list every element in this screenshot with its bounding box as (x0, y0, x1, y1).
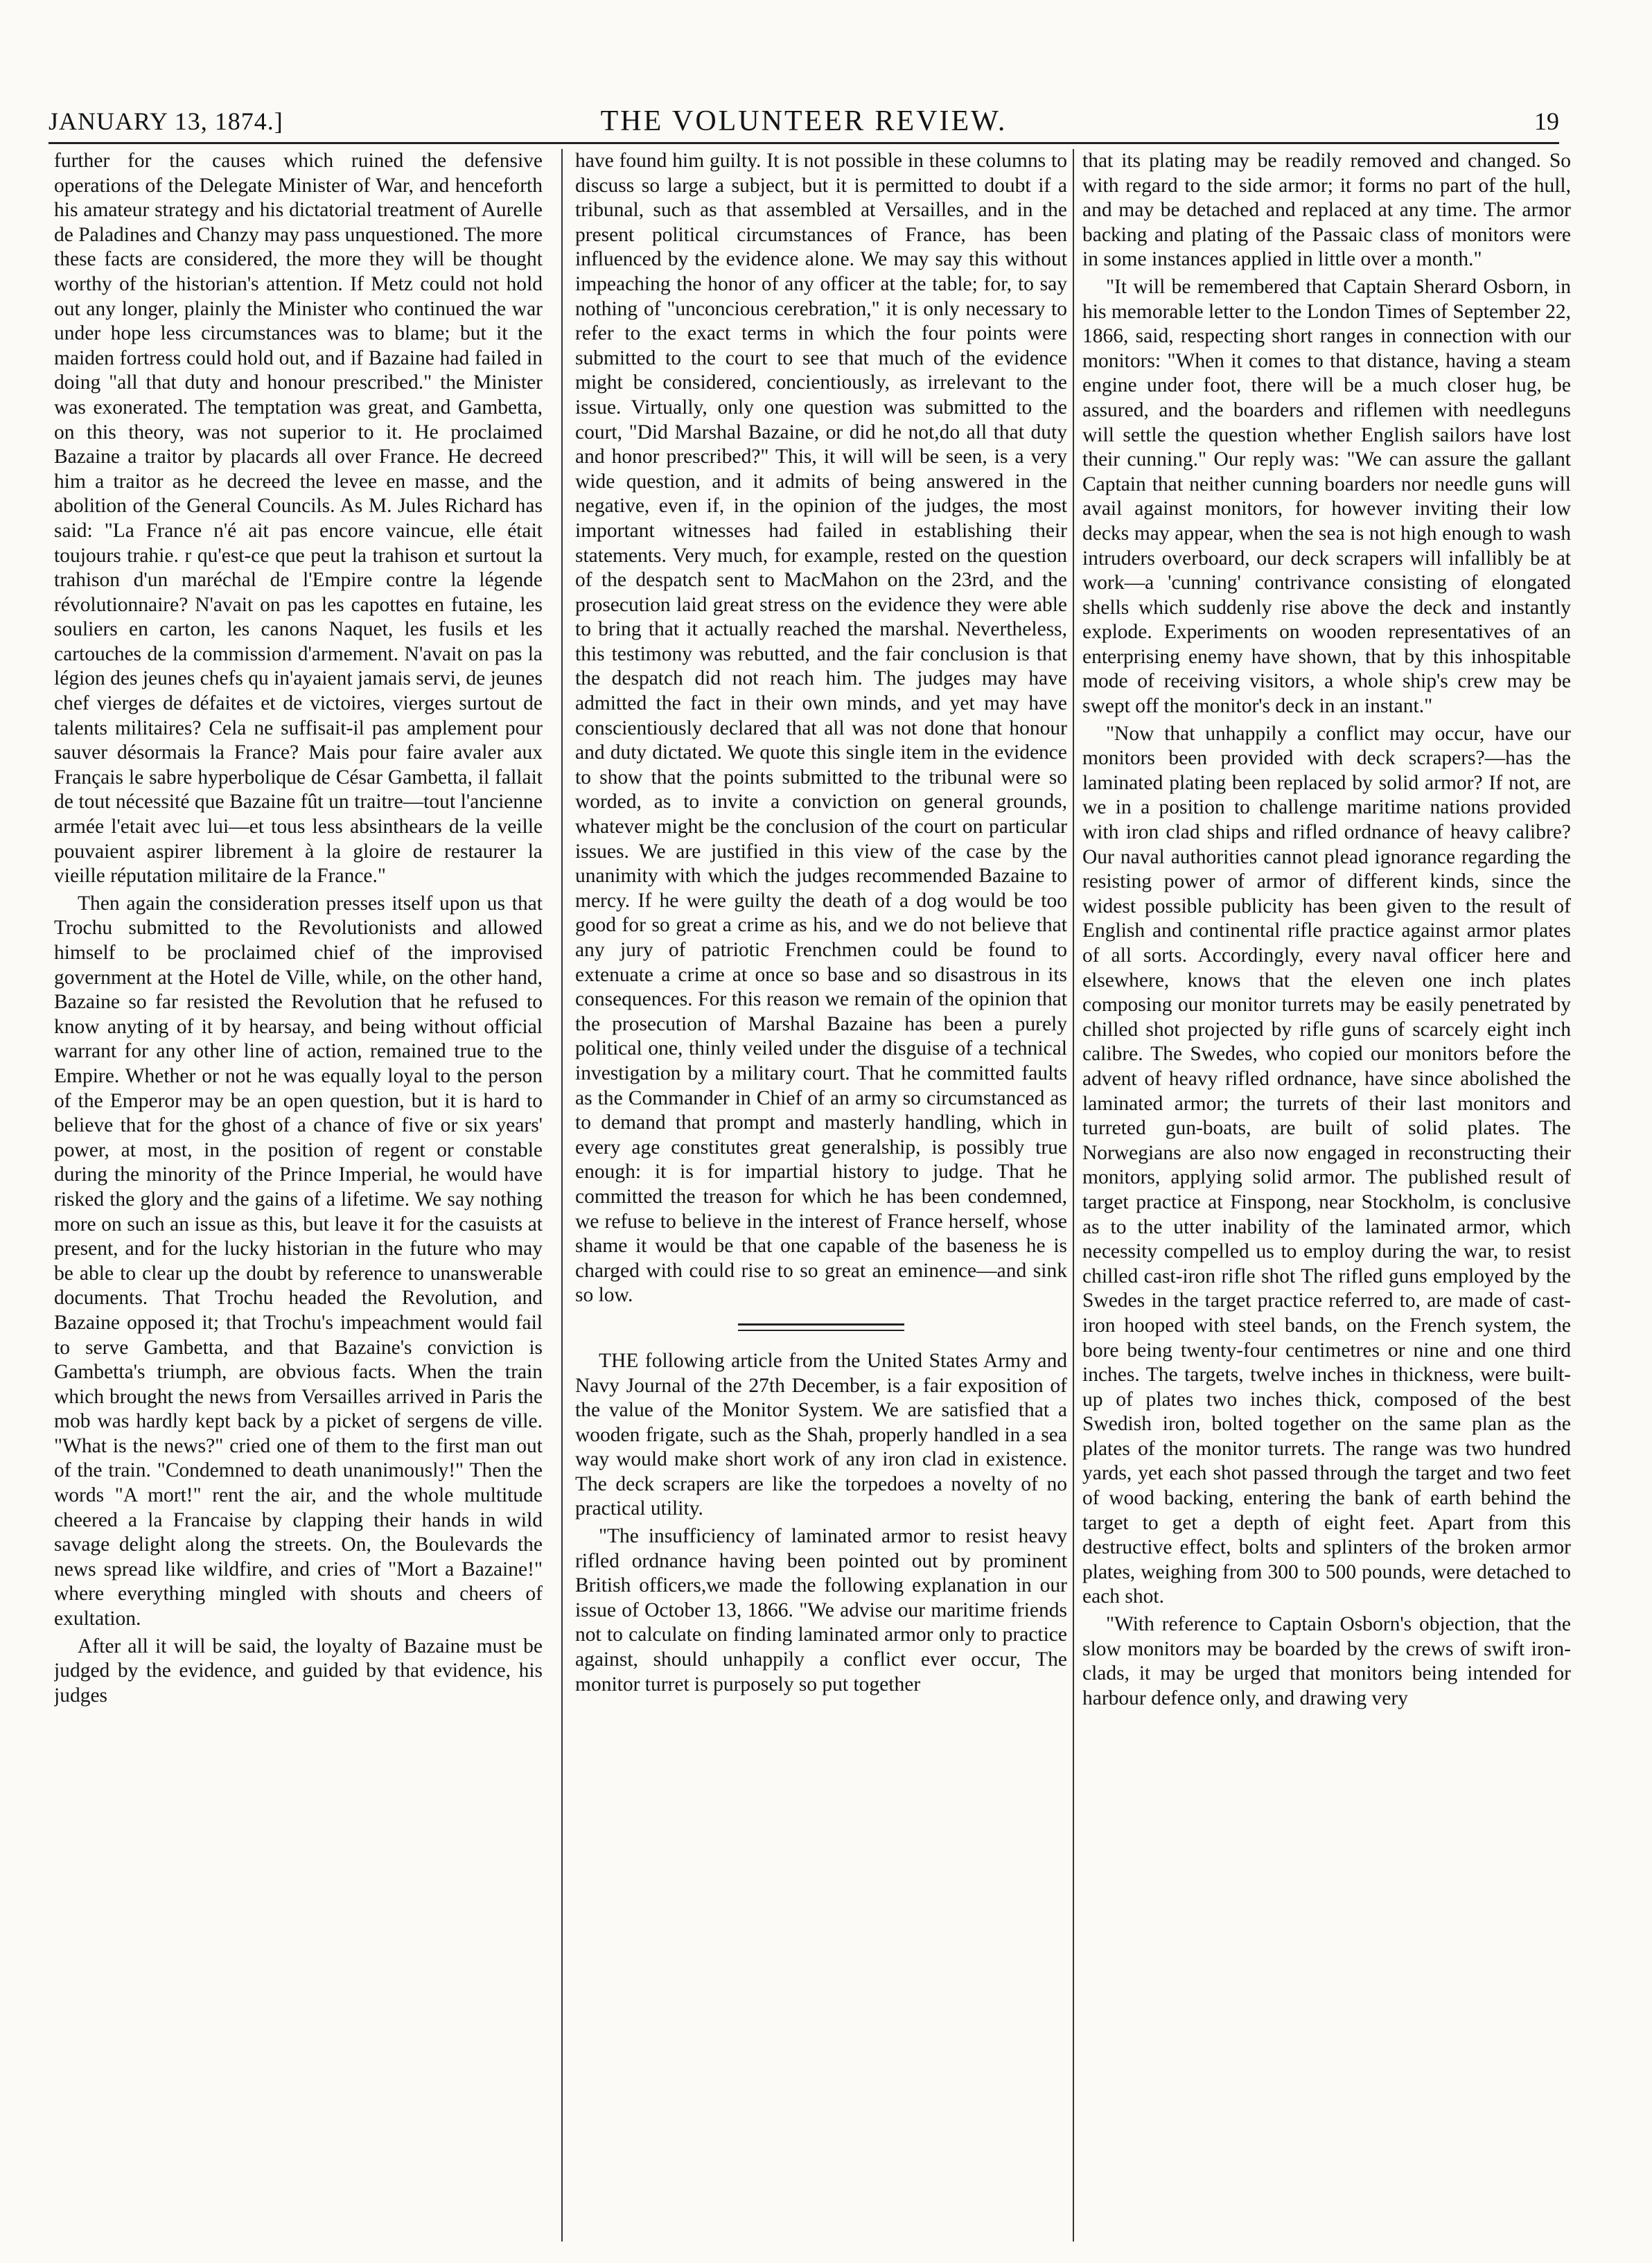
masthead-title: THE VOLUNTEER REVIEW. (600, 105, 1008, 137)
column-3-paragraph-3: "Now that unhappily a conflict may occur, have our monitors been provided with deck scrapers?—has the laminated plating been replaced by solid armor? If not, are we in a position to challenge maritime nations provided with iron clad ships and rifled ordnance of heavy calibre? Our naval authorities cannot plead ignorance regarding the resisting power of armor of different kinds, since the widest possible publicity has been given to the result of English and continental rifle practice against armor plates of all sorts. Accordingly, every naval officer here and elsewhere, knows that the eleven one inch plates composing our monitor turrets may be easily penetrated by chilled shot projected by rifle guns of scarcely eight inch calibre. The Swedes, who copied our monitors before the advent of heavy rifled ordnance, have since abolished the laminated armor; the turrets of their last monitors and turreted gun-boats, are built of solid plates. The Norwegians are also now engaged in reconstructing their monitors, applying solid armor. The published result of target practice at Finspong, near Stockholm, is conclusive as to the utter inability of the laminated armor, which necessity compelled us to employ during the war, to resist chilled cast-iron rifle shot The rifled guns employed by the Swedes in the target practice referred to, are made of cast-iron hooped with steel bands, on the French system, the bore being twenty-four centimetres or nine and one third inches. The targets, twelve inches in thickness, were built-up of plates two inches thick, composed of the best Swedish iron, bolted together on the same plan as the plates of the monitor turrets. The range was two hundred yards, yet each shot passed through the target and two feet of wood backing, entering the bank of earth behind the target to get a depth of eight feet. Apart from this destructive effect, bolts and splinters of the broken armor plates, weighing from 300 to 500 pounds, were detached to each shot. (1082, 722, 1571, 1608)
column-3-paragraph-4: "With reference to Captain Osborn's objection, that the slow monitors may be boarded by the crews of swift iron-clads, it may be urged that monitors being intended for harbour defence only, and drawing very (1082, 1613, 1571, 1709)
article-divider (738, 1323, 904, 1331)
column-1-paragraph-1: further for the causes which ruined the defensive operations of the Delegate Minister of War, and henceforth his amateur strategy and his dictatorial treatment of Aurelle de Paladines and Chanzy may pass unquestioned. The more these facts are considered, the more they will be thought worthy of the historian's attention. If Metz could not hold out any longer, plainly the Minister who continued the war under hope less circumstances was to blame; but it the maiden fortress could hold out, and if Bazaine had failed in doing "all that duty and honour prescribed." the Minister was exonerated. The temptation was great, and Gambetta, on this theory, was not superior to it. He proclaimed Bazaine a traitor by placards all over France. He decreed him a traitor as he decreed the levee en masse, and the abolition of the General Councils. As M. Jules Richard has said: "La France n'é ait pas encore vaincue, elle était toujours trahie. r qu'est-ce que peut la trahison et surtout la trahison d'un maréchal de l'Empire contre la légende révolutionnaire? N'avait on pas les capottes en futaine, les souliers en carton, les canons Naquet, les fusils et les cartouches de la commission d'armement. N'avait on pas la légion des jeunes chefs qu in'ayaient jamais servi, de jeunes chef vierges de défaites et de victoires, vierges surtout de talents militaires? Cela ne suffisait-il pas amplement pour sauver désormais la France? Mais pour faire avaler aux Français le sabre hyperbolique de César Gambetta, il fallait de tout nécessité que Bazaine fût un traitre—tout l'ancienne armée l'etait avec lui—et tous less absinthears de la veille pouvaient aspirer librement à la gloire de restaurer la vieille réputation militaire de la France." (54, 150, 543, 888)
column-2-paragraph-3: "The insufficiency of laminated armor to resist heavy rifled ordnance having been pointed out by prominent British officers,we made the following explanation in our issue of October 13, 1866. "We advise our maritime friends not to calculate on finding laminated armor only to practice against, should unhappily a conflict ever occur, The monitor turret is purposely so put together (575, 1525, 1067, 1696)
column-1-paragraph-3: After all it will be said, the loyalty of Bazaine must be judged by the evidence, and guided by that evidence, his judges (54, 1635, 543, 1707)
column-3 (1082, 149, 1571, 2245)
column-2 (575, 149, 1067, 2245)
column-1-paragraph-2: Then again the consideration presses itself upon us that Trochu submitted to the Revolutionists and allowed himself to be proclaimed chief of the improvised government at the Hotel de Ville, while, on the other hand, Bazaine so far resisted the Revolution that he refused to know anyting of it by hearsay, and being without official warrant for any other line of action, remained true to the Empire. Whether or not he was equally loyal to the person of the Emperor may be an open question, but it is hard to believe that for the ghost of a chance of five or six years' power, at most, in the position of regent or constable during the minority of the Prince Imperial, he would have risked the glory and the gains of a lifetime. We say nothing more on such an issue as this, but leave it for the casuists at present, and for the lucky historian in the future who may be able to clear up the doubt by reference to unanswerable documents. That Trochu headed the Revolution, and Bazaine opposed it; that Trochu's impeachment would fail to serve Gambetta, and that Bazaine's conviction is Gambetta's triumph, are obvious facts. When the train which brought the news from Versailles arrived in Paris the mob was hardly kept back by a picket of sergens de ville. "What is the news?" cried one of them to the first man out of the train. "Condemned to death unanimously!" Then the words "A mort!" rent the air, and the whole multitude cheered a la Francaise by clapping their hands in wild savage delight along the streets. On, the Boulevards the news spread like wildfire, and cries of "Mort a Bazaine!" where everything mingled with shouts and cheers of exultation. (54, 892, 543, 1630)
column-rule-2 (1073, 149, 1074, 2242)
column-2-paragraph-1: have found him guilty. It is not possible in these columns to discuss so large a subject, but it is permitted to doubt if a tribunal, such as that assembled at Versailles, and in the present political circumstances of France, has been influenced by the evidence alone. We may say this without impeaching the honor of any officer at the table; for, to say nothing of "unconcious cerebration," it is only necessary to refer to the exact terms in which the four points were submitted to the court to see that much of the evidence might be considered, concientiously, as irrelevant to the issue. Virtually, only one question was submitted to the court, "Did Marshal Bazaine, or did he not,do all that duty and honor prescribed?" This, it will will be seen, is a very wide question, and it admits of being answered in the negative, even if, in the opinion of the judges, the most important witnesses had failed in establishing their statements. Very much, for example, rested on the question of the despatch sent to MacMahon on the 23rd, and the prosecution laid great stress on the evidence they were able to bring that it actually reached the marshal. Nevertheless, this testimony was rebutted, and the fair conclusion is that the despatch did not reach him. The judges may have admitted the fact in their own minds, and yet may have conscientiously declared that all was not done that honour and duty dictated. We quote this single item in the evidence to show that the points submitted to the tribunal were so worded, as to invite a conviction on general grounds, whatever might be the conclusion of the court on particular issues. We are justified in this view of the case by the unanimity with which the judges recommended Bazaine to mercy. If he were guilty the death of a dog would be too good for so great a crime as his, and we do not believe that any jury of patriotic Frenchmen could be found to extenuate a crime at once so base and so disastrous in its consequences. For this reason we remain of the opinion that the prosecution of Marshal Bazaine has been a purely political one, thinly veiled under the disguise of a technical investigation by a military court. That he committed faults as the Commander in Chief of an army so circumstanced as to demand that prompt and masterly handling, which in every age constitutes great generalship, is possibly true enough: it is for impartial history to judge. That he committed the treason for which he has been condemned, we refuse to believe in the interest of France herself, whose shame it would be that one capable of the baseness he is charged with could rise to so great an eminence—and sink so low. (575, 150, 1067, 1307)
page-number: 19 (1534, 107, 1559, 135)
column-2-paragraph-2: THE following article from the United States Army and Navy Journal of the 27th December, is a fair exposition of the value of the Monitor System. We are satisfied that a wooden frigate, such as the Shah, properly handled in a sea way would make short work of any iron clad in existence. The deck scrapers are like the torpedoes a novelty of no practical utility. (575, 1349, 1067, 1520)
column-rule-1 (561, 149, 563, 2242)
issue-date: JANUARY 13, 1874.] (49, 107, 283, 135)
column-3-paragraph-2: "It will be remembered that Captain Sherard Osborn, in his memorable letter to the London Times of September 22, 1866, said, respecting short ranges in connection with our monitors: "When it comes to that distance, having a steam engine under foot, there will be a much closer hug, be assured, and the boarders and riflemen with needleguns will settle the question whether English sailors have lost their cunning." Our reply was: "We can assure the gallant Captain that neither cunning boarders nor needle guns will avail against monitors, for however inviting their low decks may appear, when the sea is not high enough to wash intruders overboard, our deck scrapers will infallibly be at work—a 'cunning' contrivance consisting of elongated shells which suddenly rise above the deck and instantly explode. Experiments on wooden representatives of an enterprising enemy have shown, that by this inhospitable mode of receiving visitors, a whole ship's crew may be swept off the monitor's deck in an instant." (1082, 275, 1571, 718)
column-1 (54, 149, 543, 2245)
column-3-paragraph-1: that its plating may be readily removed and changed. So with regard to the side armor; it forms no part of the hull, and may be detached and replaced at any time. The armor backing and plating of the Passaic class of monitors were in some instances applied in little over a month." (1082, 150, 1571, 271)
header-rule (49, 142, 1559, 144)
page-header (49, 104, 1559, 139)
